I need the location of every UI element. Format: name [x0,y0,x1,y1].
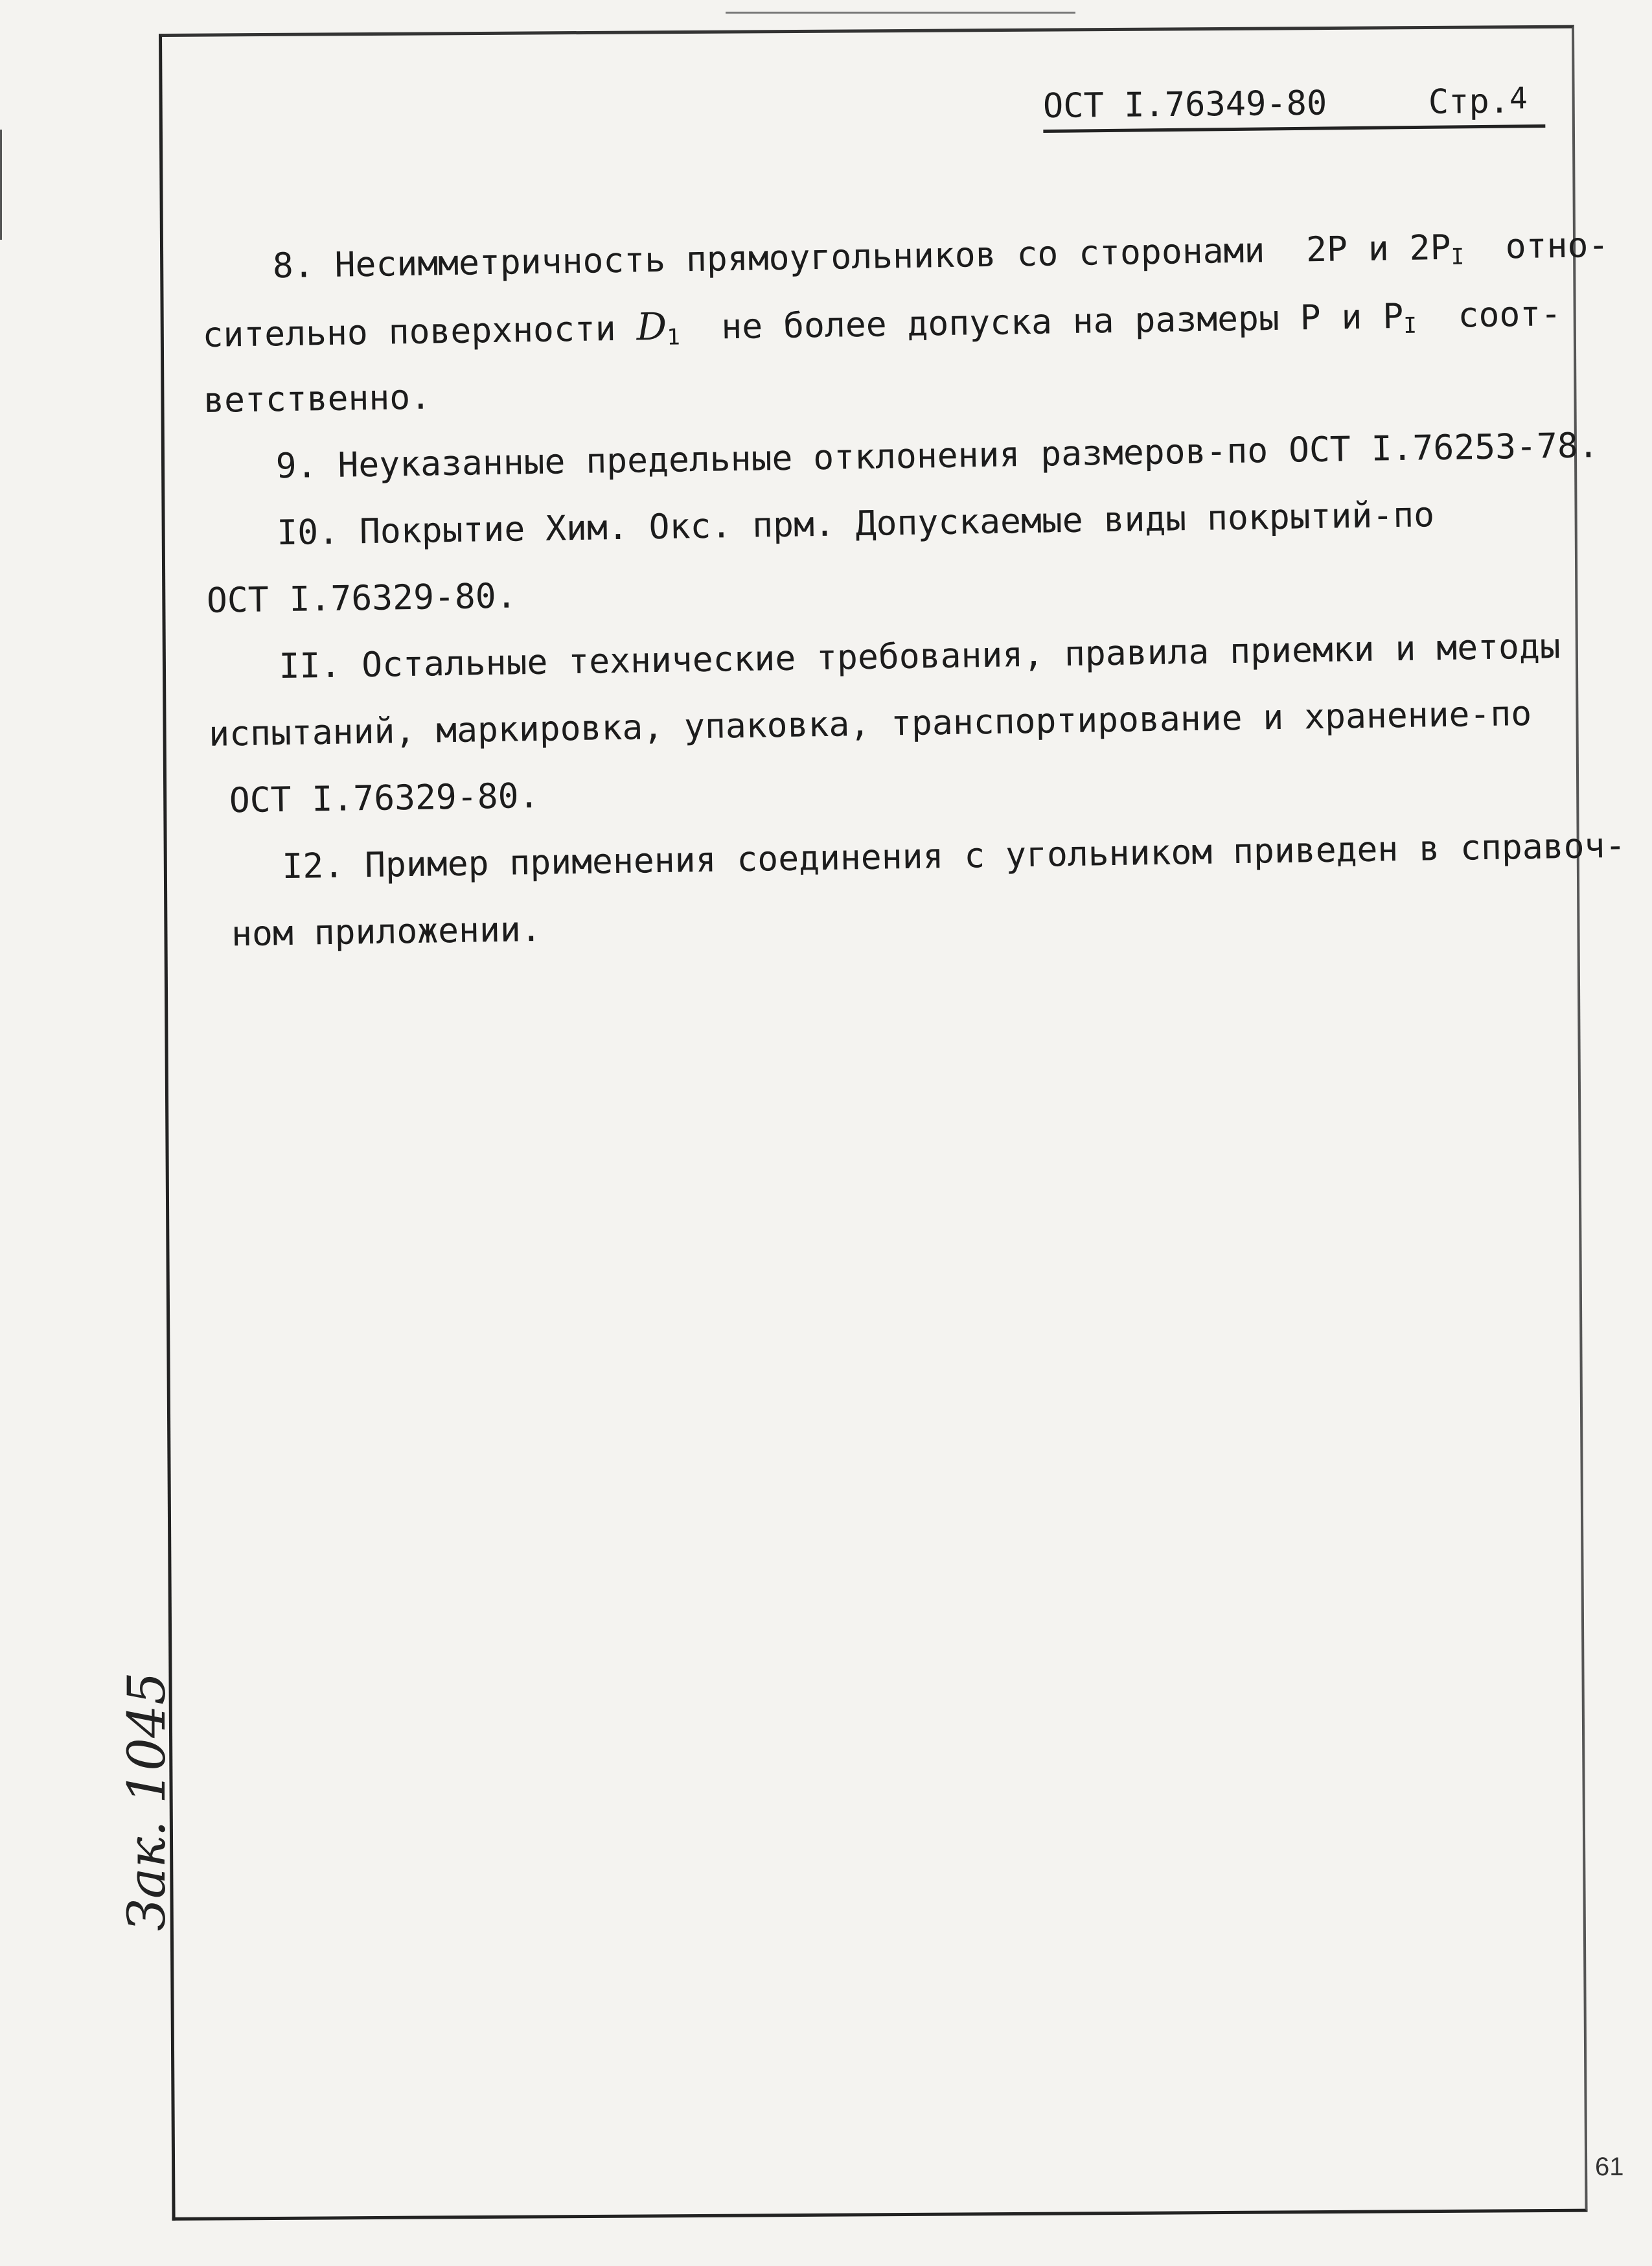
doc-number: ОСТ I.76349-80 [1042,84,1327,126]
paragraph-10-line-1: I0. Покрытие Хим. Окс. прм. Допускаемые виды покрытий-по [276,495,1435,553]
document-header [1043,80,1546,133]
page-value: 4 [1509,80,1528,116]
paragraph-8-line-2: сительно поверхности $D_1$ не более допуска на размеры P и $P_I$ соот- [202,294,1562,355]
top-edge-mark [726,12,1075,14]
paragraph-11-line-3: ОСТ I.76329-80. [229,776,540,821]
paragraph-8-line-3: ветственно. [203,377,431,421]
paragraph-11-line-2: испытаний, маркировка, упаковка, транспортирование и хранение-по [208,693,1532,754]
page-label: Стр. [1428,82,1510,122]
paragraph-10-line-2: ОСТ I.76329-80. [206,576,518,621]
order-number-handwritten: Зак. 1045 [117,1672,177,1931]
paragraph-8-line-1: 8. Несимметричность прямоугольников со сторонами 2P и $2P_I$ отно- [272,225,1609,286]
paragraph-11-line-1: II. Остальные технические требования, правила приемки и методы [279,627,1561,687]
margin-mark [0,130,2,240]
paragraph-12-line-2: ном приложении. [231,909,542,954]
surface-symbol: D [636,304,667,349]
document-body [201,209,1626,972]
page-number: 61 [1595,2153,1624,2181]
paragraph-12-line-1: I2. Пример применения соединения с угольником приведен в справоч- [281,826,1626,887]
paragraph-9: 9. Неуказанные предельные отклонения размеров-по ОСТ I.76253-78. [275,426,1600,487]
